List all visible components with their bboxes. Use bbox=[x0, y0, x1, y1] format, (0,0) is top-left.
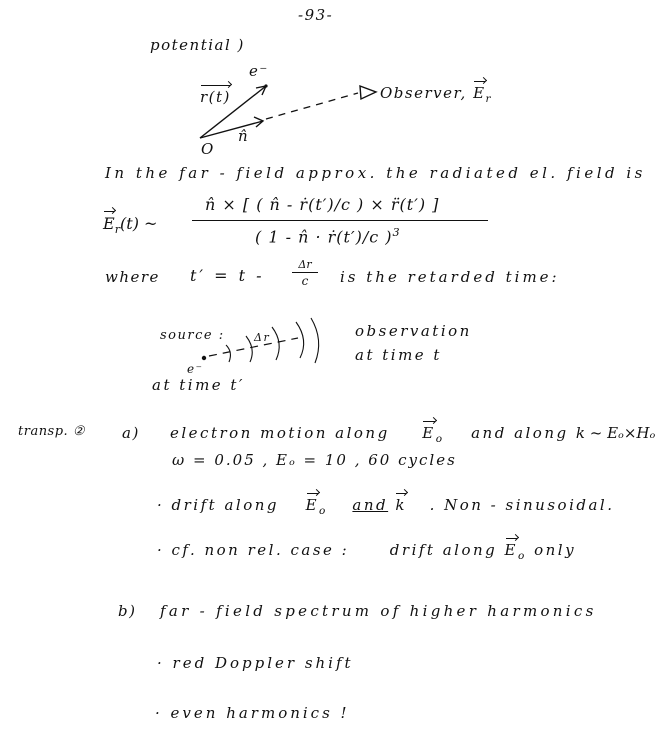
denominator-text: ( 1 - n̂ · ṙ(t′)/c ) bbox=[255, 227, 393, 247]
item-a-bullet1 bbox=[157, 496, 614, 517]
observe-time-label: at time t bbox=[355, 346, 442, 364]
frac-denominator: c bbox=[301, 274, 309, 288]
observation-label: observation bbox=[355, 322, 472, 340]
intro-line: In the far - field approx. the radiated el. field is bbox=[105, 164, 646, 182]
bullet1-e-sub: o bbox=[319, 505, 328, 517]
bullet2-e-sub: o bbox=[517, 550, 527, 562]
bullet2-pre: · cf. non rel. case : bbox=[157, 541, 350, 559]
item-a-text: electron motion along bbox=[170, 424, 390, 442]
electron-label: e⁻ bbox=[249, 62, 269, 80]
observer-field-symbol: E bbox=[473, 84, 486, 102]
wavefront-5 bbox=[311, 318, 319, 363]
header-word: potential ) bbox=[150, 36, 245, 54]
field-sub: r bbox=[114, 223, 121, 237]
equation-numerator: n̂ × [ ( n̂ - ṙ(t′)/c ) × r̈(t′) ] bbox=[205, 195, 440, 214]
source-label: source : bbox=[160, 328, 225, 343]
bullet2-mid: drift along bbox=[389, 541, 498, 559]
bullet1-post: . Non - sinusoidal. bbox=[429, 496, 615, 514]
observer-field-sub: r bbox=[485, 93, 493, 105]
denominator-power: 3 bbox=[392, 226, 401, 239]
wavefront-4 bbox=[296, 322, 304, 358]
bullet1-pre: · drift along bbox=[157, 496, 279, 514]
retarded-time-lhs: t′ = t - bbox=[190, 266, 265, 285]
item-b-line1: far - field spectrum of higher harmonics bbox=[160, 602, 597, 620]
bullet2-e-vector: E bbox=[504, 541, 518, 559]
item-a-e-vector: E bbox=[422, 424, 436, 442]
wavefront-2 bbox=[246, 336, 252, 362]
wavefront-1 bbox=[226, 345, 230, 362]
retarded-time-desc: is the retarded time: bbox=[340, 268, 560, 286]
frac-numerator: Δr bbox=[298, 258, 312, 271]
item-a-marker: a) bbox=[122, 424, 140, 442]
observer-text: Observer, bbox=[380, 84, 467, 102]
bullet1-k-vector: k bbox=[395, 496, 407, 514]
origin-label: O bbox=[201, 140, 215, 158]
item-a-e-sub: o bbox=[435, 433, 445, 445]
position-vector-symbol: r(t) bbox=[200, 88, 231, 106]
item-a-bullet2 bbox=[157, 541, 576, 562]
field-arg: (t) ~ bbox=[120, 214, 158, 233]
source-electron-dot bbox=[202, 356, 206, 360]
source-electron-label: e⁻ bbox=[187, 362, 204, 376]
unit-vector-label: n̂ bbox=[238, 127, 250, 145]
transparency-label: transp. ② bbox=[18, 424, 85, 439]
item-b-bullet2: · even harmonics ! bbox=[155, 704, 350, 722]
item-b-marker: b) bbox=[118, 602, 137, 620]
wavefront-3 bbox=[272, 327, 279, 360]
where-word: where bbox=[105, 268, 160, 286]
item-a-k-relation: k ~ Eₒ×Hₒ bbox=[575, 424, 655, 442]
emit-time-label: at time t′ bbox=[152, 376, 245, 394]
item-a-params: ω = 0.05 , Eₒ = 10 , 60 cycles bbox=[172, 451, 457, 469]
page-number: -93- bbox=[298, 6, 334, 24]
item-b-bullet1: · red Doppler shift bbox=[157, 654, 354, 672]
item-a-join: and along bbox=[471, 424, 569, 442]
field-symbol: E bbox=[103, 214, 115, 233]
delta-r-label: Δr bbox=[254, 331, 271, 344]
bullet2-post: only bbox=[534, 541, 577, 559]
bullet1-and: and bbox=[352, 496, 389, 514]
bullet1-e-vector: E bbox=[305, 496, 320, 514]
item-a-line1 bbox=[170, 424, 655, 445]
